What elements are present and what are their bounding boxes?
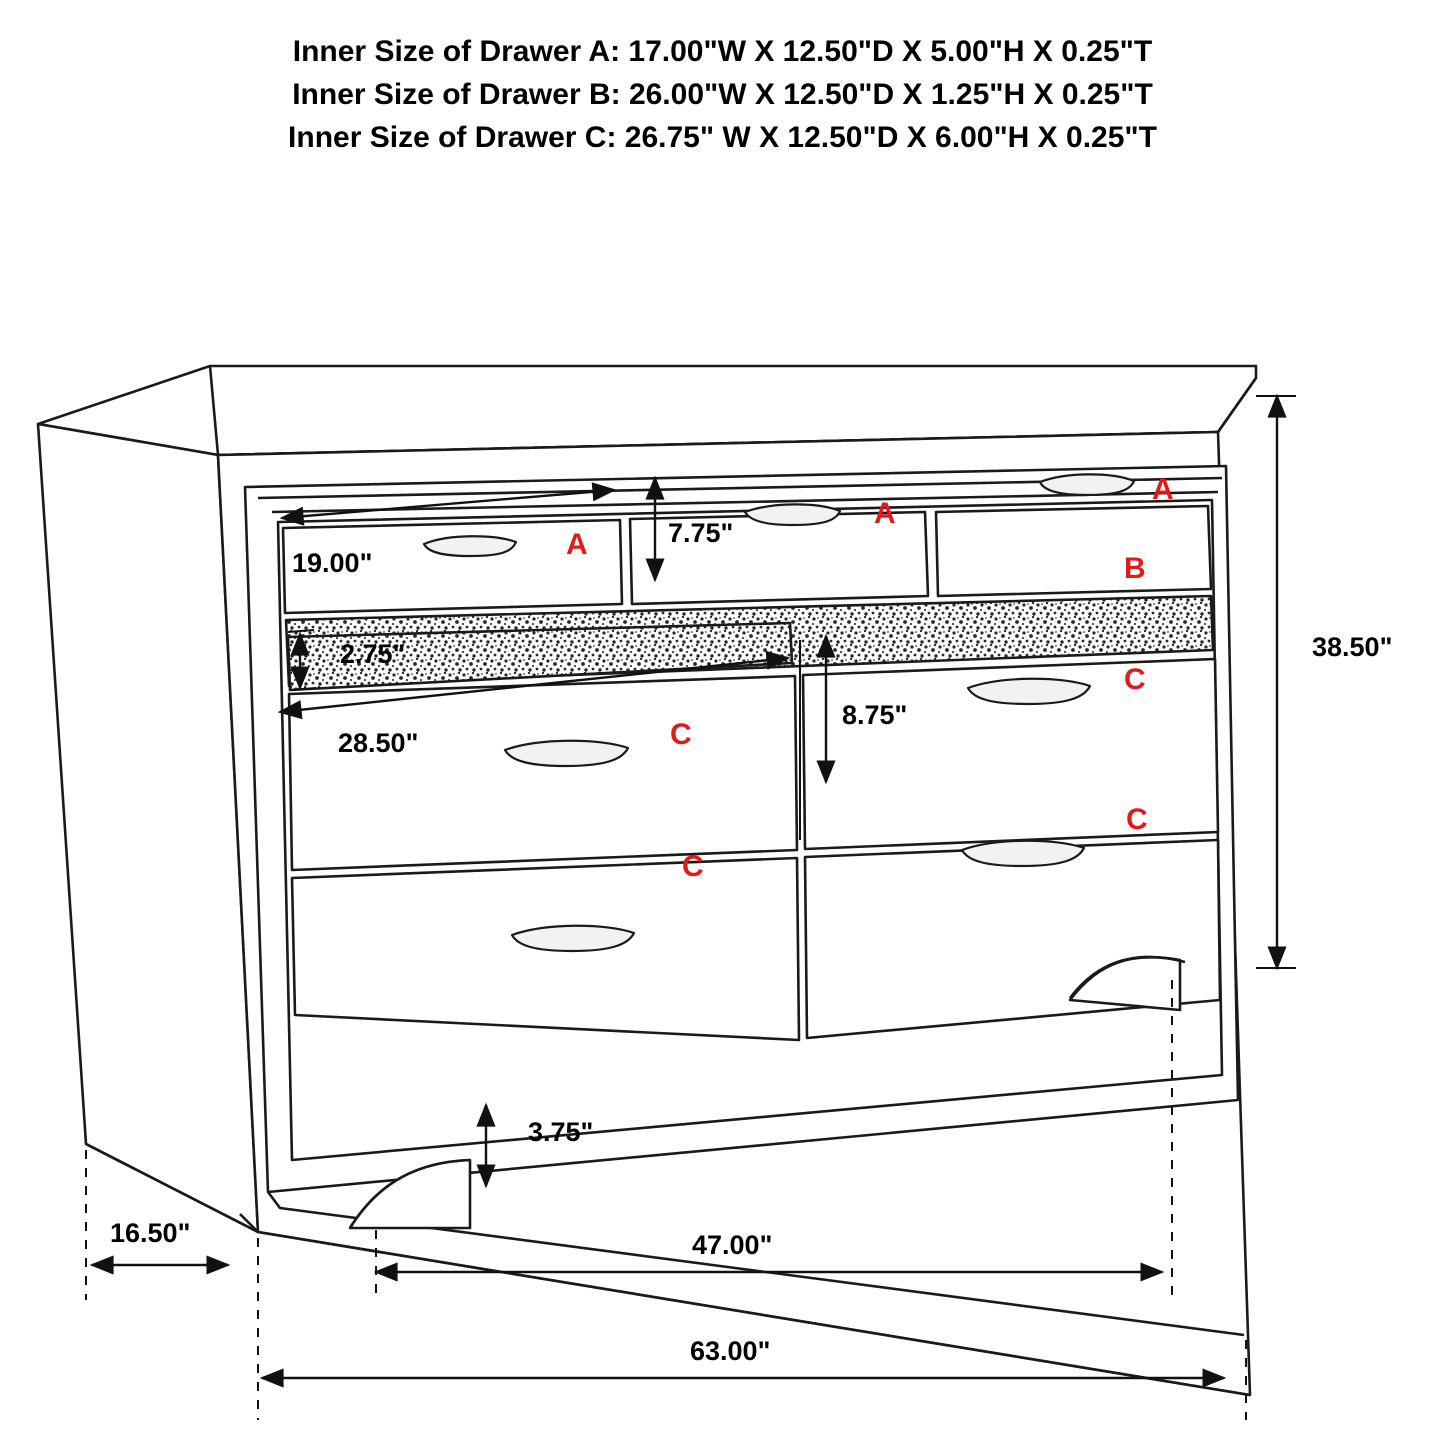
dim-label-overall-width: 63.00" [690, 1336, 771, 1366]
dim-label-lower-drawer-height: 8.75" [842, 700, 908, 730]
dim-label-base-clearance: 3.75" [528, 1117, 594, 1147]
drawer-tag-c-bottom-left: C [682, 850, 704, 883]
dim-label-foot-span: 47.00" [692, 1230, 773, 1260]
drawer-tag-a-left: A [566, 528, 588, 561]
spec-line-drawer-b: Inner Size of Drawer B: 26.00"W X 12.50"D X 1.25"H X 0.25"T [292, 78, 1153, 111]
drawer-tag-c-mid-left: C [670, 718, 692, 751]
spec-line-drawer-a: Inner Size of Drawer A: 17.00"W X 12.50"D X 5.00"H X 0.25"T [292, 35, 1153, 68]
drawer-tag-a-middle: A [874, 497, 896, 530]
dim-label-overall-height: 38.50" [1312, 632, 1393, 662]
dim-label-top-drawer-width: 19.00" [292, 548, 373, 578]
drawer-tag-c-mid-right: C [1124, 663, 1146, 696]
drawer-tag-c-bottom-right: C [1126, 803, 1148, 836]
dim-label-accent-band-height: 2.75" [340, 639, 406, 669]
drawer-tag-b: B [1124, 552, 1146, 585]
dim-label-top-drawer-height: 7.75" [668, 518, 734, 548]
dim-label-depth: 16.50" [110, 1218, 191, 1248]
spec-line-drawer-c: Inner Size of Drawer C: 26.75" W X 12.50"D X 6.00"H X 0.25"T [288, 121, 1157, 154]
dim-label-lower-drawer-width: 28.50" [338, 728, 419, 758]
drawer-tag-a-right: A [1152, 473, 1174, 506]
